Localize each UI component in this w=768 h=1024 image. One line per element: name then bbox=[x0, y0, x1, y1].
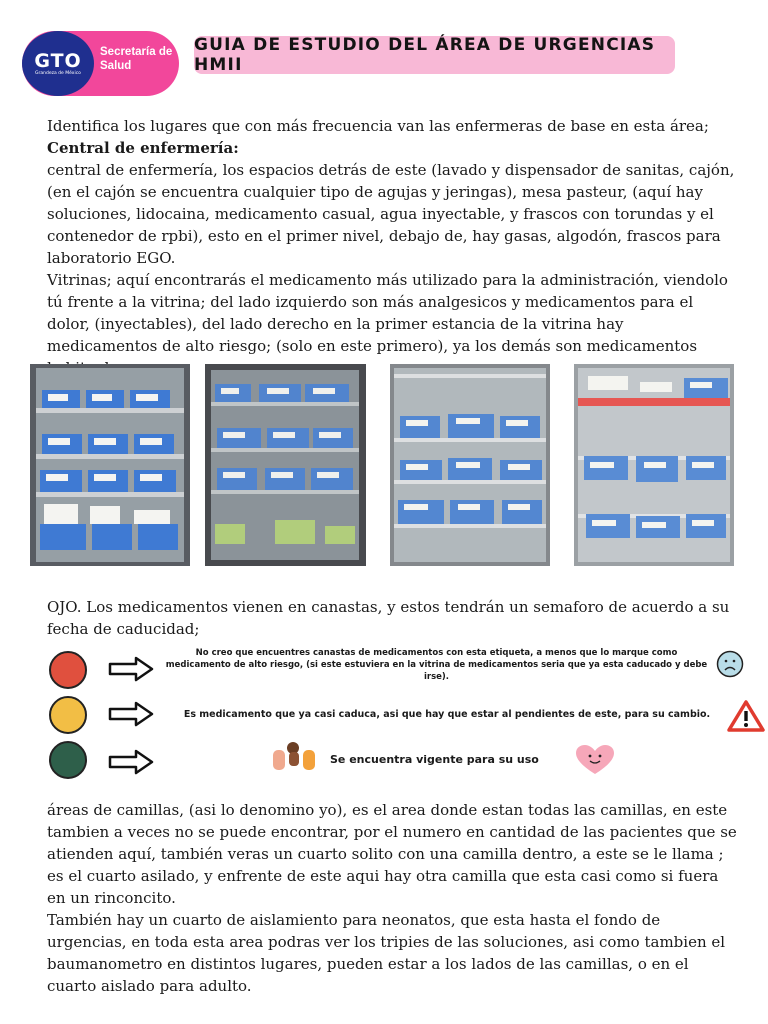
sad-face-icon bbox=[716, 650, 744, 678]
arrow-icon bbox=[108, 749, 154, 775]
green-note: Se encuentra vigente para su uso bbox=[330, 753, 539, 766]
central-heading-text: Central de enfermería: bbox=[47, 139, 239, 157]
vitrina-photo-2 bbox=[205, 364, 366, 566]
heart-face-icon bbox=[574, 744, 616, 776]
aislamiento-paragraph: También hay un cuarto de aislamiento para neonatos, que esta hasta el fondo de urgencias, en toda esta area podras ver los tripies de las soluciones, asi como tambien el baumanometro en distintos lugares, pueden estar a los lados de las camillas, o en el cuarto aislado para adulto. bbox=[47, 911, 726, 995]
gto-logo-circle bbox=[22, 31, 94, 96]
camillas-paragraph: áreas de camillas, (asi lo denomino yo), es el area donde estan todas las camillas, en este tambien a veces no se puede encontrar, por el numero en cantidad de las pacientes que se atienden aquí, también veras un cuarto solito con una camilla dentro, a este se le llama ; es el cuarto asilado, y enfrente de este aqui hay otra camilla que esta casi como si fuera en un rinconcito. bbox=[47, 801, 737, 907]
vitrinas-paragraph: Vitrinas; aquí encontrarás el medicamento más utilizado para la administración, viendolo tú frente a la vitrina; del lado izquierdo son más analgesicos y medicamentos para el dolor, (inyectables), del lado derecho en la primer estancia de la vitrina hay medicamentos de alto riesgo; (solo en este primero), ya los demás son medicamentos bbox=[47, 271, 728, 355]
red-note: No creo que encuentres canastas de medicamentos con esta etiqueta, a menos que lo marque como medicamento de alto riesgo, (si este estuviera en la vitrina de medicamentos seria que ya esta caducado y debe irse). bbox=[165, 648, 708, 682]
page-title: GUIA DE ESTUDIO DEL ÁREA DE URGENCIAS HMII bbox=[194, 35, 656, 75]
logo-tagline: Grandeza de México bbox=[35, 70, 81, 76]
ojo-paragraph: OJO. Los medicamentos vienen en canastas, y estos tendrán un semaforo de acuerdo a su fecha de caducidad; bbox=[47, 598, 730, 638]
vitrina-photo-3 bbox=[390, 364, 550, 566]
logo-brand: GTO bbox=[34, 49, 82, 72]
vitrina-photo-4 bbox=[574, 364, 734, 566]
red-light bbox=[49, 651, 87, 689]
warning-icon bbox=[727, 699, 765, 733]
central-paragraph: central de enfermería, los espacios detrás de este (lavado y dispensador de sanitas, cajón, (en el cajón se encuentra cualquier tipo de agujas y jeringas), mesa pasteur, (aquí hay soluciones, lidocaina, medicamento casual, agua inyectable, y frascos con torundas y el contenedor de rpbi), esto en el primer nivel, debajo de, hay gasas, algodón, frascos para laboratorio EGO. bbox=[47, 161, 735, 267]
title-banner bbox=[194, 36, 675, 74]
arrow-icon bbox=[108, 656, 154, 682]
vitrina-photo-1 bbox=[30, 364, 190, 566]
intro-line: Identifica los lugares que con más frecuencia van las enfermeras de base en esta área; bbox=[47, 117, 709, 135]
logo-text: Secretaría de Salud bbox=[100, 46, 173, 72]
arrow-icon bbox=[108, 701, 154, 727]
yellow-light bbox=[49, 696, 87, 734]
central-heading bbox=[47, 137, 737, 159]
green-light bbox=[49, 741, 87, 779]
yellow-note: Es medicamento que ya casi caduca, asi que hay que estar al pendientes de este, para su cambio. bbox=[183, 709, 711, 720]
hands-icon bbox=[271, 740, 319, 772]
